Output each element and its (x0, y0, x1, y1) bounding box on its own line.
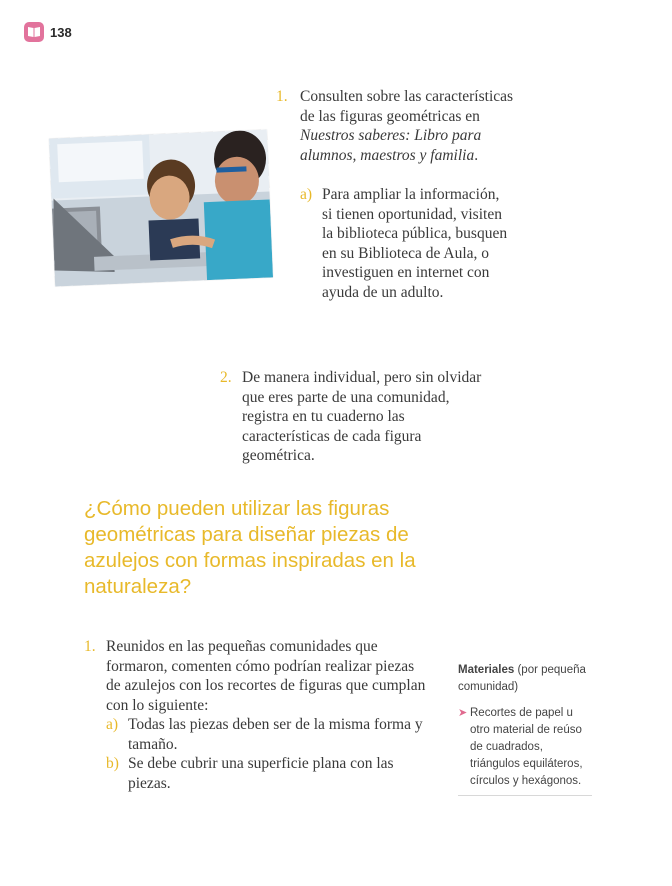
item-text: Reunidos en las pequeñas comunidades que formaron, comenten cómo podrían realizar piezas de azulejos con los recortes de figuras que cumplan con lo siguiente: (106, 638, 426, 714)
item-number: 2. (220, 369, 232, 386)
item-number: 1. (84, 638, 96, 655)
sub-item-a (106, 715, 426, 754)
sub-item-label: a) (300, 186, 313, 203)
question-heading: ¿Cómo pueden utilizar las figuras geométricas para diseñar piezas de azulejos con formas inspiradas en la naturaleza? (84, 497, 416, 598)
sub-item-label: a) (106, 716, 119, 733)
sub-item-b (106, 754, 426, 793)
sub-items (106, 715, 426, 793)
sub-item-label: b) (106, 755, 119, 773)
sub-item-text: Se debe cubrir una superficie plana con las piezas. (128, 755, 394, 792)
page-header (24, 22, 72, 42)
item-text: De manera individual, pero sin olvidar que eres parte de una comunidad, registra en tu cuaderno las características de cada figura geométrica. (242, 369, 482, 465)
materials-heading: Materiales (por pequeña comunidad) (458, 664, 586, 693)
materials-item-text: Recortes de papel u otro material de reúso de cuadrados, triángulos equiláteros, círculos y hexágonos. (470, 707, 583, 787)
arrow-bullet-icon: ➤ (458, 707, 468, 719)
materials-box (458, 662, 592, 796)
children-laptop-photo (49, 130, 273, 287)
item-number: 1. (276, 88, 288, 105)
divider (458, 795, 592, 796)
sub-item-text: Todas las piezas deben ser de la misma forma y tamaño. (128, 716, 423, 753)
page-number: 138 (50, 24, 72, 40)
item-text: Consulten sobre las características de las figuras geométricas en Nuestros saberes: Libro para alumnos, maestros y familia. (300, 88, 514, 164)
materials-item (458, 705, 592, 793)
book-icon (24, 22, 44, 42)
sub-item-text: Para ampliar la información, si tienen oportunidad, visiten la biblioteca pública, busquen en su Biblioteca de Aula, o investiguen en internet con ayuda de un adulto. (322, 186, 508, 301)
